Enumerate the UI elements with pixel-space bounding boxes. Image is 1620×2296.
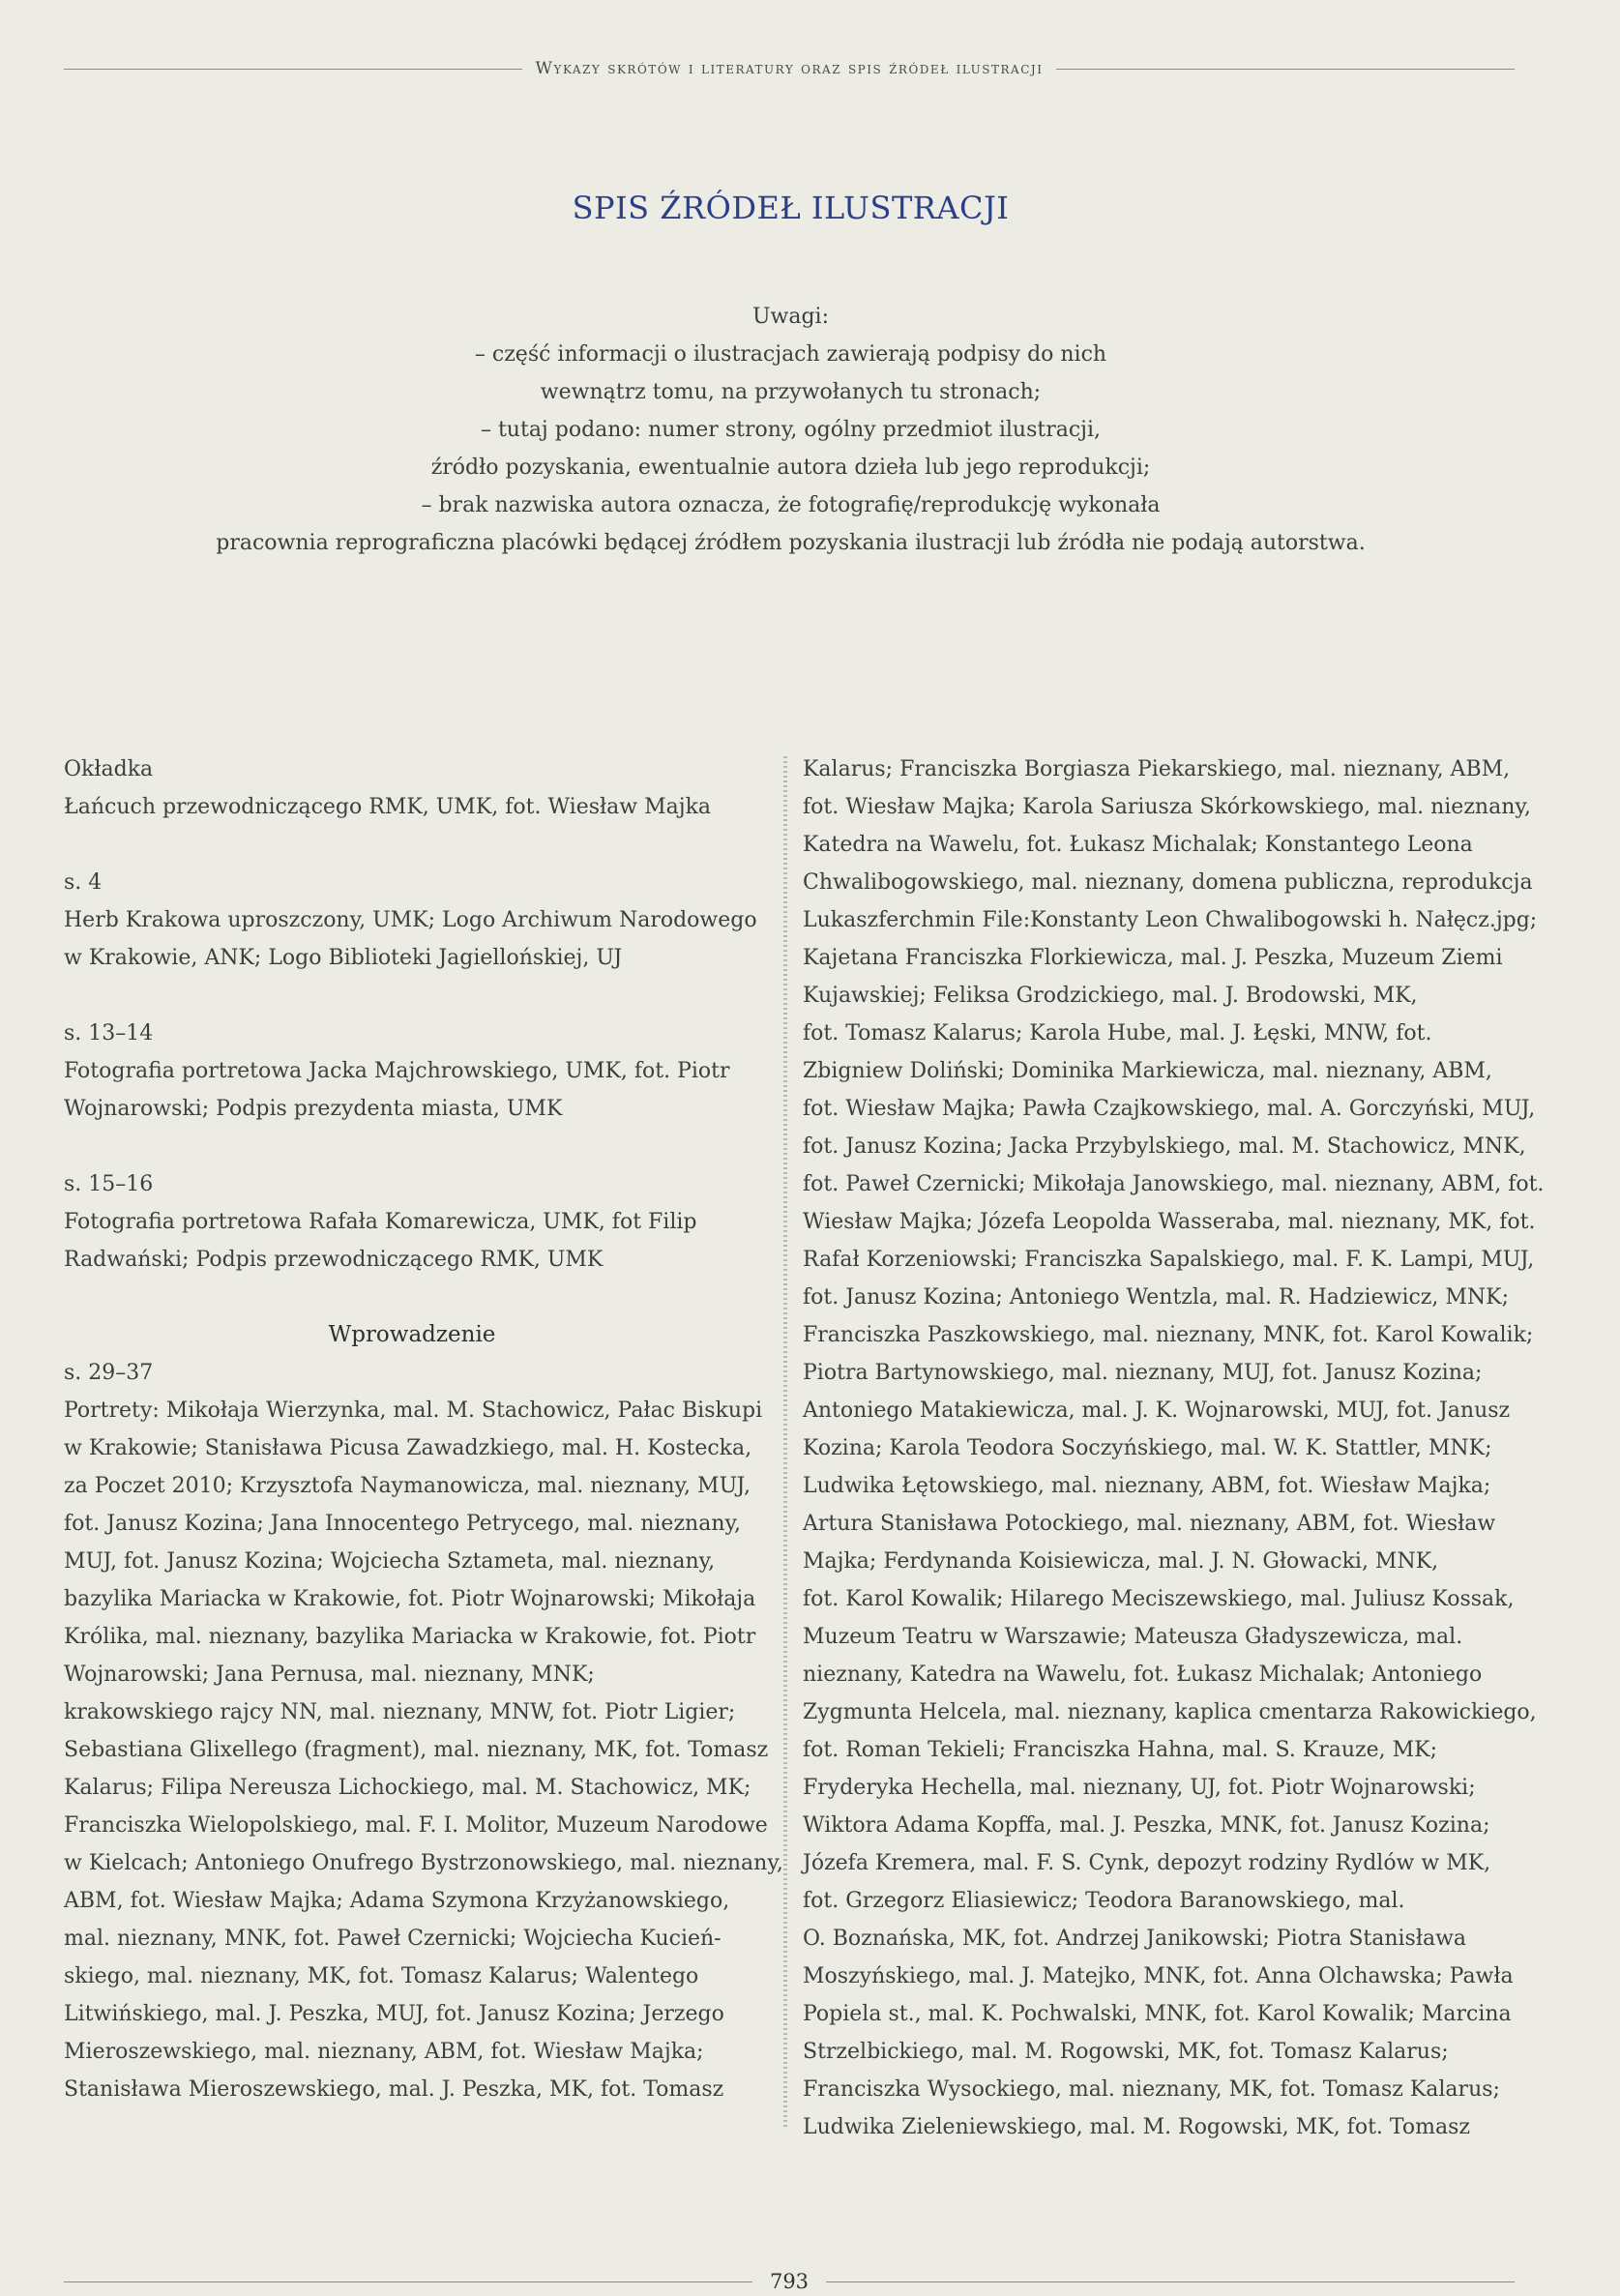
entry-heading: s. 15–16	[64, 1172, 154, 1196]
notes-block	[97, 298, 1485, 562]
footer-rule-right	[826, 2281, 1515, 2282]
right-line: Kozina; Karola Teodora Soczyńskiego, mal. W. K. Stattler, MNK;	[803, 1436, 1492, 1460]
entry-line: Radwański; Podpis przewodniczącego RMK, UMK	[64, 1248, 604, 1272]
entry-heading: Okładka	[64, 757, 154, 781]
left-column	[64, 751, 783, 2108]
right-line: Majka; Ferdynanda Koisiewicza, mal. J. N. Głowacki, MNK,	[803, 1549, 1439, 1574]
section-line: Portrety: Mikołaja Wierzynka, mal. M. Stachowicz, Pałac Biskupi	[64, 1398, 763, 1423]
right-line: fot. Wiesław Majka; Pawła Czajkowskiego, mal. A. Gorczyński, MUJ,	[803, 1097, 1536, 1121]
right-line: fot. Karol Kowalik; Hilarego Meciszewskiego, mal. Juliusz Kossak,	[803, 1587, 1515, 1611]
section-line: za Poczet 2010; Krzysztofa Naymanowicza, mal. nieznany, MUJ,	[64, 1474, 751, 1498]
right-line: Piotra Bartynowskiego, mal. nieznany, MUJ, fot. Janusz Kozina;	[803, 1361, 1483, 1385]
section-line: ABM, fot. Wiesław Majka; Adama Szymona Krzyżanowskiego,	[64, 1889, 730, 1913]
right-line: Chwalibogowskiego, mal. nieznany, domena publiczna, reprodukcja	[803, 870, 1533, 895]
right-line: Strzelbickiego, mal. M. Rogowski, MK, fot. Tomasz Kalarus;	[803, 2040, 1449, 2064]
right-line: Rafał Korzeniowski; Franciszka Sapalskiego, mal. F. K. Lampi, MUJ,	[803, 1248, 1535, 1272]
right-line: Wiktora Adama Kopffa, mal. J. Peszka, MNK, fot. Janusz Kozina;	[803, 1813, 1490, 1838]
right-line: Kajetana Franciszka Florkiewicza, mal. J. Peszka, Muzeum Ziemi	[803, 946, 1503, 970]
right-line: fot. Roman Tekieli; Franciszka Hahna, mal. S. Krauze, MK;	[803, 1738, 1437, 1762]
entry-line: w Krakowie, ANK; Logo Biblioteki Jagiellońskiej, UJ	[64, 946, 623, 970]
right-line: Ludwika Zieleniewskiego, mal. M. Rogowski, MK, fot. Tomasz	[803, 2115, 1470, 2139]
entry-line: Fotografia portretowa Rafała Komarewicza, UMK, fot Filip	[64, 1210, 697, 1234]
right-line: fot. Tomasz Kalarus; Karola Hube, mal. J. Łęski, MNW, fot.	[803, 1021, 1432, 1045]
section-line: Wojnarowski; Jana Pernusa, mal. nieznany, MNK;	[64, 1663, 595, 1687]
entry-heading: s. 4	[64, 870, 103, 895]
entry-heading: s. 13–14	[64, 1021, 154, 1045]
entry-line: Łańcuch przewodniczącego RMK, UMK, fot. Wiesław Majka	[64, 795, 712, 819]
right-line: fot. Paweł Czernicki; Mikołaja Janowskiego, mal. nieznany, ABM, fot.	[803, 1172, 1545, 1196]
notes-line: – brak nazwiska autora oznacza, że fotografię/reprodukcję wykonała	[421, 493, 1161, 517]
section-line: Sebastiana Glixellego (fragment), mal. nieznany, MK, fot. Tomasz	[64, 1738, 769, 1762]
right-line: fot. Janusz Kozina; Antoniego Wentzla, mal. R. Hadziewicz, MNK;	[803, 1285, 1510, 1310]
section-line: Kalarus; Filipa Nereusza Lichockiego, mal. M. Stachowicz, MK;	[64, 1776, 751, 1800]
right-line: Muzeum Teatru w Warszawie; Mateusza Gładyszewicza, mal.	[803, 1625, 1463, 1649]
right-line: Zbigniew Doliński; Dominika Markiewicza, mal. nieznany, ABM,	[803, 1059, 1492, 1083]
right-column	[803, 751, 1545, 2146]
section-line: krakowskiego rajcy NN, mal. nieznany, MNW, fot. Piotr Ligier;	[64, 1700, 736, 1724]
right-line: Wiesław Majka; Józefa Leopolda Wasseraba, mal. nieznany, MK, fot.	[803, 1210, 1536, 1234]
right-line: Antoniego Matakiewicza, mal. J. K. Wojnarowski, MUJ, fot. Janusz	[803, 1398, 1511, 1423]
right-line: fot. Grzegorz Eliasiewicz; Teodora Baranowskiego, mal.	[803, 1889, 1405, 1913]
running-head	[64, 54, 1515, 83]
right-line: fot. Wiesław Majka; Karola Sariusza Skórkowskiego, mal. nieznany,	[803, 795, 1531, 819]
page-title: SPIS ŹRÓDEŁ ILUSTRACJI	[572, 190, 1010, 226]
right-line: fot. Janusz Kozina; Jacka Przybylskiego, mal. M. Stachowicz, MNK,	[803, 1134, 1526, 1159]
notes-line: Uwagi:	[751, 305, 830, 329]
section-line: bazylika Mariacka w Krakowie, fot. Piotr Wojnarowski; Mikołaja	[64, 1587, 756, 1611]
section-line: Stanisława Mieroszewskiego, mal. J. Peszka, MK, fot. Tomasz	[64, 2077, 724, 2102]
footer-rule-left	[64, 2281, 752, 2282]
right-line: Franciszka Wysockiego, mal. nieznany, MK, fot. Tomasz Kalarus;	[803, 2077, 1500, 2102]
right-line: Fryderyka Hechella, mal. nieznany, UJ, fot. Piotr Wojnarowski;	[803, 1776, 1476, 1800]
right-line: Katedra na Wawelu, fot. Łukasz Michalak; Konstantego Leona	[803, 833, 1473, 857]
section-line: skiego, mal. nieznany, MK, fot. Tomasz Kalarus; Walentego	[64, 1964, 699, 1988]
right-line: Artura Stanisława Potockiego, mal. nieznany, ABM, fot. Wiesław	[803, 1512, 1496, 1536]
right-line: nieznany, Katedra na Wawelu, fot. Łukasz Michalak; Antoniego	[803, 1663, 1483, 1687]
notes-line: wewnątrz tomu, na przywołanych tu stronach;	[540, 380, 1042, 404]
section-pages: s. 29–37	[64, 1361, 154, 1385]
section-line: fot. Janusz Kozina; Jana Innocentego Petrycego, mal. nieznany,	[64, 1512, 741, 1536]
section-line: mal. nieznany, MNK, fot. Paweł Czernicki; Wojciecha Kucień-	[64, 1927, 722, 1951]
section-line: w Kielcach; Antoniego Onufrego Bystrzonowskiego, mal. nieznany,	[64, 1851, 783, 1875]
notes-line: – tutaj podano: numer strony, ogólny przedmiot ilustracji,	[480, 418, 1102, 442]
right-line: Franciszka Paszkowskiego, mal. nieznany, MNK, fot. Karol Kowalik;	[803, 1323, 1534, 1347]
section-line: Mieroszewskiego, mal. nieznany, ABM, fot. Wiesław Majka;	[64, 2040, 704, 2064]
section-line: Litwińskiego, mal. J. Peszka, MUJ, fot. Janusz Kozina; Jerzego	[64, 2002, 724, 2026]
right-line: Lukaszferchmin File:Konstanty Leon Chwalibogowski h. Nałęcz.jpg;	[803, 908, 1538, 932]
section-line: w Krakowie; Stanisława Picusa Zawadzkiego, mal. H. Kostecka,	[64, 1436, 752, 1460]
column-divider	[783, 756, 787, 2130]
entry-line: Fotografia portretowa Jacka Majchrowskiego, UMK, fot. Piotr	[64, 1059, 730, 1083]
entry-line: Wojnarowski; Podpis prezydenta miasta, UMK	[64, 1097, 563, 1121]
page-number: 793	[769, 2270, 810, 2293]
right-line: Józefa Kremera, mal. F. S. Cynk, depozyt rodziny Rydlów w MK,	[803, 1851, 1491, 1875]
right-line: Moszyńskiego, mal. J. Matejko, MNK, fot. Anna Olchawska; Pawła	[803, 1964, 1514, 1988]
right-line: Popiela st., mal. K. Pochwalski, MNK, fot. Karol Kowalik; Marcina	[803, 2002, 1512, 2026]
section-heading: Wprowadzenie	[328, 1322, 496, 1347]
right-line: Ludwika Łętowskiego, mal. nieznany, ABM, fot. Wiesław Majka;	[803, 1474, 1491, 1498]
right-line: O. Boznańska, MK, fot. Andrzej Janikowski; Piotra Stanisława	[803, 1927, 1467, 1951]
page-footer	[64, 2267, 1515, 2296]
section-line: Królika, mal. nieznany, bazylika Mariacka w Krakowie, fot. Piotr	[64, 1625, 756, 1649]
running-head-rule-right	[1056, 69, 1515, 70]
notes-line: pracownia reprograficzna placówki będącej źródłem pozyskania ilustracji lub źródła nie podają autorstwa.	[216, 531, 1366, 555]
running-head-rule-left	[64, 69, 522, 70]
right-line: Kalarus; Franciszka Borgiasza Piekarskiego, mal. nieznany, ABM,	[803, 757, 1511, 781]
right-line: Kujawskiej; Feliksa Grodzickiego, mal. J. Brodowski, MK,	[803, 984, 1418, 1008]
notes-line: – część informacji o ilustracjach zawierają podpisy do nich	[474, 342, 1107, 367]
entry-line: Herb Krakowa uproszczony, UMK; Logo Archiwum Narodowego	[64, 908, 757, 932]
section-line: MUJ, fot. Janusz Kozina; Wojciecha Sztameta, mal. nieznany,	[64, 1549, 716, 1574]
right-line: Zygmunta Helcela, mal. nieznany, kaplica cmentarza Rakowickiego,	[803, 1700, 1537, 1724]
section-line: Franciszka Wielopolskiego, mal. F. I. Molitor, Muzeum Narodowe	[64, 1813, 768, 1838]
running-head-text: Wykazy skrótów i literatury oraz spis źródeł ilustracji	[535, 59, 1044, 78]
notes-line: źródło pozyskania, ewentualnie autora dzieła lub jego reprodukcji;	[430, 456, 1151, 480]
